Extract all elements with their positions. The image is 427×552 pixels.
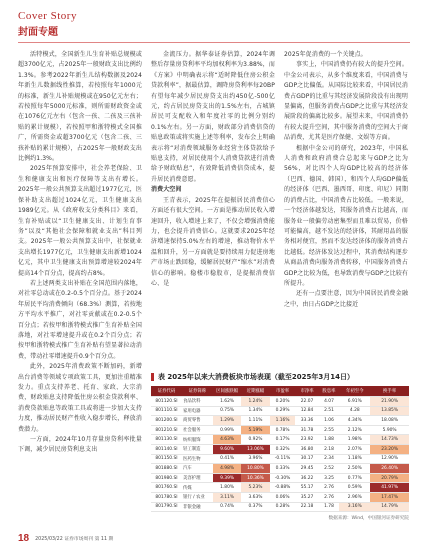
table-row [151,435,409,445]
table-cell: 1.16% [270,416,296,426]
table-cell: 3.16% [339,502,370,512]
table-cell: 801150.SI [151,454,182,464]
table-cell: 801980.SI [151,473,182,483]
table-row [151,473,409,483]
table-cell: 14.79% [370,502,409,512]
table-cell: 3.63% [241,492,269,502]
table-cell: 22.07 [295,397,318,407]
table-cell: 银行 / 农业 [182,492,213,502]
market-table-block [151,372,409,521]
table-cell: 4.07 [319,397,340,407]
table-cell: 0.78% [270,425,296,435]
table-cell: 1.80% [213,483,241,493]
table-cell: 1.24% [241,397,269,407]
table-cell: 801200.SI [151,416,182,426]
table-body [151,397,409,512]
table-source: 数据来源：Wind，中国银河证券研究院 [328,516,409,522]
paragraph: 2025年促消费的一个关键点。 [284,51,367,58]
table-cell: 0.41% [213,454,241,464]
column-header: 市盈率 [270,386,296,397]
header-divider [18,42,410,43]
table-cell: 0.28% [270,502,296,512]
paragraph: 此外，2025年消费政策不断加码，新增出台消费等领域专项政策工具，更加注重精准发力。重点支持养老、托育、家政、大宗消费，财政贴息支持降低住房公积金贷款利率、消费贷款贴息等政策工具或将进一步加大支持力度，推动居民财产性收入稳步增长，释放消费潜力。 [18,363,142,433]
table-cell: 29.45 [295,464,318,474]
page-header [18,10,408,42]
table-cell: 33.36 [295,416,318,426]
table-cell: 801140.SI [151,444,182,454]
table-cell: 3.11% [213,492,241,502]
table-cell: 801780.SI [151,492,182,502]
table-cell: 4.34% [339,416,370,426]
table-cell: -0.30% [270,473,296,483]
table-cell: 2.76 [319,492,340,502]
table-cell: 21.90% [370,397,409,407]
table-row [151,425,409,435]
table-cell: 2.51 [319,406,340,416]
section-heading: 消费大空间 [151,186,182,194]
table-row [151,492,409,502]
table-cell: 20.79% [370,473,409,483]
table-cell: 2.07% [339,444,370,454]
table-cell: 轻工制造 [182,444,213,454]
table-cell: 13.06% [241,444,269,454]
table-cell: 4.63% [213,435,241,445]
section-title-cn: 封面专题 [18,27,58,38]
table-cell: 0.32% [270,444,296,454]
table-cell: 801130.SI [151,435,182,445]
table-cell: 36.22 [295,473,318,483]
table-cell: 13.85% [370,406,409,416]
table-cell: 汽车 [182,464,213,474]
paragraph: 根据中金公司的研究，2023年，中国私人消费和政府消费合总起来与GDP之比为56%，对比四个人均GDP比较高的经济体（巴西、德国、韩国），和四个人均GDP偏低的经济体（巴西、墨西哥、印度、印尼）同期的消费占比，中国消费占比较低。一般来说，一个经济体越发达，其服务消费占比越高，而服务业一般偏劳动密集型而且难以贸易，价格可能偏高，越不发达的经济体，其耐用品的服务相对便宜，然而不发达经济体的服务消费占比越低。经济体发达过程中，其消费结构逐步从商品消费向服务消费转移，中国服务消费占GDP之比较为低，也导致消费与GDP之比较有所提升。 [284,144,408,287]
table-cell: 1.18% [339,454,370,464]
table-cell: 9.60% [213,444,241,454]
table-cell: 4.28 [339,406,370,416]
table-row [151,464,409,474]
table-cell: 801210.SI [151,425,182,435]
table-cell: 10.36% [241,473,269,483]
table-cell: 0.33% [270,464,296,474]
footer-text: 2025/03/22 证券市场周刊 第 11 期 [35,536,114,542]
table-cell: 35.27 [295,492,318,502]
paragraph: 2025年预算安排中，社会养老保险、卫生和健康支出和医疗保障等支出有增长。2025年一般公共预算支出超过1977亿元，医保补助支出超过1024亿元，卫生健康支出1989亿元。从《政府收支分类科目》来看，生育补贴或以“卫生健康支出、计划生育事务”以及“其他社会保障和就业支出”科目列支。2025年一般公共预算支出中，社保就业支出增长1977亿元，卫生健康支出新增1024亿元，其中卫生健康支出预算增速较2024年提高14个百分点，提高约占8%。 [18,165,142,277]
table-cell: 1.06 [319,416,340,426]
table-cell: 36.80 [295,444,318,454]
table-cell: 0.75% [213,406,241,416]
column-2 [151,50,275,289]
page-footer [18,532,410,544]
table-cell: 2.52 [319,464,340,474]
table-cell: 23.20% [370,444,409,454]
table-cell: 纺织服饰 [182,435,213,445]
table-cell: 社会服务 [182,425,213,435]
table-cell: 家用电器 [182,406,213,416]
table-cell: 1.62% [213,397,241,407]
paragraph: 若上述两类支出补贴在全国范围内落地，对社零总动或在0.2-0.5个百分点。基于2024年居民平均消费倾向（68.3%）测算，若按地方平均水平推广，对社零贡献或在0.2-0.5个百分点；若按甲和浙特模式推广生育补贴全国落地，对社零增速提升或在0.2个百分点；若按甲和浙特模式推广生育补贴有望显著拉动消费，带动社零增速提升0.9个百分点。 [18,279,142,360]
column-header: 市净率 [295,386,318,397]
table-cell: 传媒 [182,483,213,493]
table-cell: 9.39% [213,473,241,483]
table-row [151,454,409,464]
table-cell: -0.11% [270,454,296,464]
table-cell: 0.37% [241,502,269,512]
table-row [151,502,409,512]
column-header: 证券代码 [151,386,182,397]
table-cell: 2.55 [319,425,340,435]
column-header: 区间涨跌幅 [213,386,241,397]
table-cell: 1.29% [213,416,241,426]
table-cell: 26.40% [370,464,409,474]
page-number: 18 [18,532,30,544]
market-table [151,386,409,512]
table-cell: 14.73% [370,435,409,445]
paragraph: 活特模式，全国新生儿生育补贴总规模或超3700亿元，占2025年一般财政支出比例约1.3%。参考2022年新生儿结构数据及2024年新生儿数据线性推算，若按照每年1000元的标准，新生儿补贴规模或在950亿元左右；若按照每年5000元标准，则所需财政资金或在1076亿元左右（包含一孩、二孩及三孩补贴的累计规模），若按照甲和浙特模式全国推广，所需资金或超3700亿元（包含二孩、三孩补贴的累计规模），占2025年一般财政支出比例约1.3%。 [18,51,142,163]
paragraph: 还有一点要注意，因为中国居民消费金融之中，由日占GDP之比接近 [284,290,408,308]
table-cell: 0.17% [270,435,296,445]
table-header-row [151,386,409,397]
table-cell: 2.12% [339,425,370,435]
table-title-text: 表 2025年以来大消费板块市场表现（截至2025年3月14日） [158,373,355,381]
table-cell: 23.92 [295,435,318,445]
table-cell: 1.98% [339,435,370,445]
table-cell: -0.88% [270,483,296,493]
table-cell: 801880.SI [151,464,182,474]
table-cell: 2.34 [319,454,340,464]
table-cell: 1.88 [319,435,340,445]
table-title [151,372,409,382]
table-cell: 10.80% [241,464,269,474]
table-cell: 0.59% [339,483,370,493]
table-cell: 30.17 [295,454,318,464]
table-row [151,444,409,454]
table-cell: 801120.SI [151,397,182,407]
table-cell: 2.18 [319,444,340,454]
table-row [151,397,409,407]
table-cell: 4.98% [213,464,241,474]
table-row [151,483,409,493]
column-3 [284,50,408,310]
table-cell: 22.18 [295,502,318,512]
table-cell: 5.90% [370,425,409,435]
table-cell: 3.96% [241,454,269,464]
table-cell: 1.78 [319,502,340,512]
table-cell: 55.17 [295,483,318,493]
table-row [151,406,409,416]
column-header: 近期涨幅 [241,386,269,397]
table-cell: 0.20% [270,397,296,407]
table-cell: 食品饮料 [182,397,213,407]
section-title-en: Cover Story [18,10,77,22]
table-cell: 非银金融 [182,502,213,512]
table-cell: 医药生物 [182,454,213,464]
column-header: 年初至今 [339,386,370,397]
paragraph: 事实上，中国消费仍有较大的提升空间。中金公司表示，从多个维度来看，中国消费与GDP之比偏低。从国际比较来看，中国居民消费占GDP的比重与其经济发展阶段没有出现明显偏离，但服务消费占GDP之比重与其经济发展阶段的偏离比较多。展望未来，中国消费仍有较大提升空间，其中服务消费的空间大于商品消费，尤其是医疗保健、文娱等方面。 [284,61,408,142]
table-cell: 1.11% [241,416,269,426]
table-cell: 31.78 [295,425,318,435]
column-header: 股息率 [319,386,340,397]
column-header: 换手率 [370,386,409,397]
table-cell: 商贸零售 [182,416,213,426]
paragraph: 王青表示，2025年在提振居民消费信心方面还有很大空间。一方面是推动居民收入增速回升，收入增速上来了，不仅会增强消费能力，也会提升消费信心。这就要求2025年经济增速保持5.0%左右的增速，推动物价水平温和回升，另一方面就是要持续用力促进房地产市场止跌回稳，缓解居民财产“缩水”对消费信心的影响。稳楼市稳股市，是提振消费信心、是 [151,196,275,287]
table-cell: 41.97% [370,483,409,493]
table-cell: 1.34% [241,406,269,416]
table-cell: 0.77% [339,473,370,483]
table-cell: 801790.SI [151,502,182,512]
column-1 [18,50,142,456]
table-cell: 3.25 [319,473,340,483]
title-marker [151,373,154,381]
table-cell: 12.90% [370,454,409,464]
table-cell: 2.96% [339,492,370,502]
column-header: 证券简称 [182,386,213,397]
table-cell: 0.92% [241,435,269,445]
table-cell: 2.50% [339,464,370,474]
table-cell: 801760.SI [151,483,182,493]
table-cell: 5.23% [241,483,269,493]
table-cell: 5.19% [241,425,269,435]
table-cell: 0.29% [270,406,296,416]
table-cell: 18.08% [370,416,409,426]
table-cell: 801110.SI [151,406,182,416]
table-cell: 0.99% [213,425,241,435]
paragraph: 金流压力。据华泰证券估算，2024年调整后存量房贷利率平均加权利率为3.88%，而《方案》中明确表示将“适时降低住房公积金贷款利率”，据最估算，调降房贷利率每20BP有望每年减少居民房贷支出约450亿-500亿元，约占居民房贷支出的1.5%左右，占城镇居民可支配收入和年度社零的比例分别约0.1%左右。另一方面，财政部分消费信贷的贴息政策或将实施上述等利率，发布会上明确表示将“对消费领域服务业经营主体贷款给予贴息支持，对居民使用个人消费贷款进行消费给予财政贴息”，有效降低消费信贷成本，提升居民消费意愿。 [151,51,275,183]
table-cell: 美容护理 [182,473,213,483]
table-row [151,416,409,426]
paragraph: 一方面，2024年10月存量房贷利率批量下调，减少居民房贷利息支出 [18,436,142,454]
table-cell: 0.74% [213,502,241,512]
table-cell: 0.06% [270,492,296,502]
table-cell: 6.91% [339,397,370,407]
table-cell: 12.84 [295,406,318,416]
table-cell: 2.76 [319,483,340,493]
table-cell: 17.47% [370,492,409,502]
